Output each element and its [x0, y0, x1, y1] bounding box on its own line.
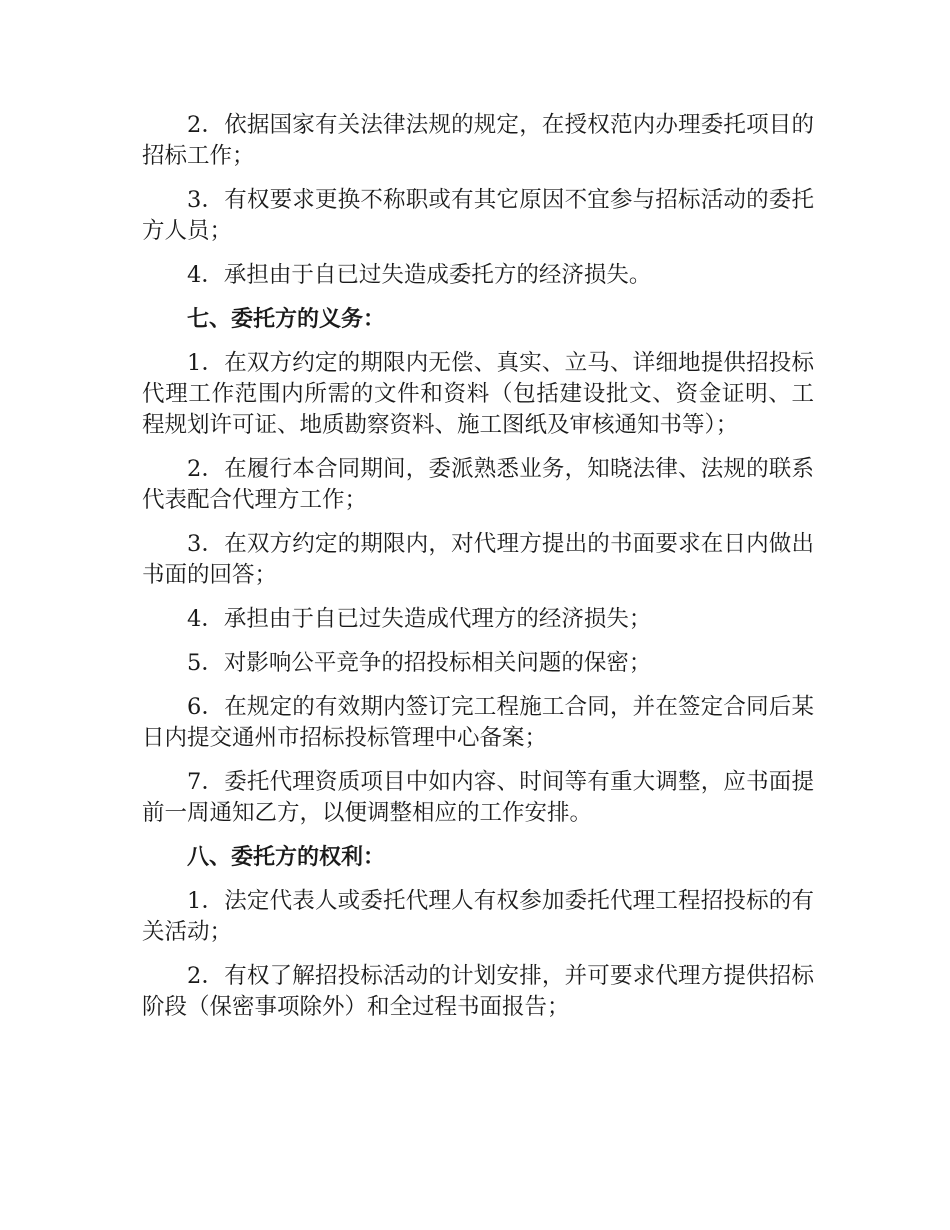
- clause-client-duty-5: 5．对影响公平竞争的招投标相关问题的保密；: [187, 650, 652, 676]
- clause-client-duty-6: 6．在规定的有效期内签订完工程施工合同，并在签定合同后某日内提交通州市招标投标管理中心备案；: [142, 694, 814, 751]
- section-7-heading: 七、委托方的义务：: [187, 307, 386, 332]
- clause-client-right-2: 2．有权了解招投标活动的计划安排，并可要求代理方提供招标阶段（保密事项除外）和全过程书面报告；: [142, 963, 814, 1020]
- clause-agent-right-4: 4．承担由于自已过失造成委托方的经济损失。: [187, 262, 652, 288]
- clause-client-duty-1: 1．在双方约定的期限内无偿、真实、立马、详细地提供招投标代理工作范围内所需的文件和资料（包括建设批文、资金证明、工程规划许可证、地质勘察资料、施工图纸及审核通知书等）；: [142, 350, 814, 438]
- clause-agent-right-2: 2．依据国家有关法律法规的规定，在授权范内办理委托项目的招标工作；: [142, 112, 814, 169]
- clause-client-duty-2: 2．在履行本合同期间，委派熟悉业务，知晓法律、法规的联系代表配合代理方工作；: [142, 456, 814, 513]
- clause-client-duty-3: 3．在双方约定的期限内，对代理方提出的书面要求在日内做出书面的回答；: [142, 531, 814, 588]
- clause-client-right-1: 1．法定代表人或委托代理人有权参加委托代理工程招投标的有关活动；: [142, 888, 814, 945]
- clause-client-duty-7: 7．委托代理资质项目中如内容、时间等有重大调整，应书面提前一周通知乙方，以便调整相应的工作安排。: [142, 769, 814, 826]
- section-8-heading: 八、委托方的权利：: [187, 845, 386, 870]
- clause-agent-right-3: 3．有权要求更换不称职或有其它原因不宜参与招标活动的委托方人员；: [142, 187, 814, 244]
- clause-client-duty-4: 4．承担由于自已过失造成代理方的经济损失；: [187, 606, 652, 632]
- document-body: [142, 110, 814, 1036]
